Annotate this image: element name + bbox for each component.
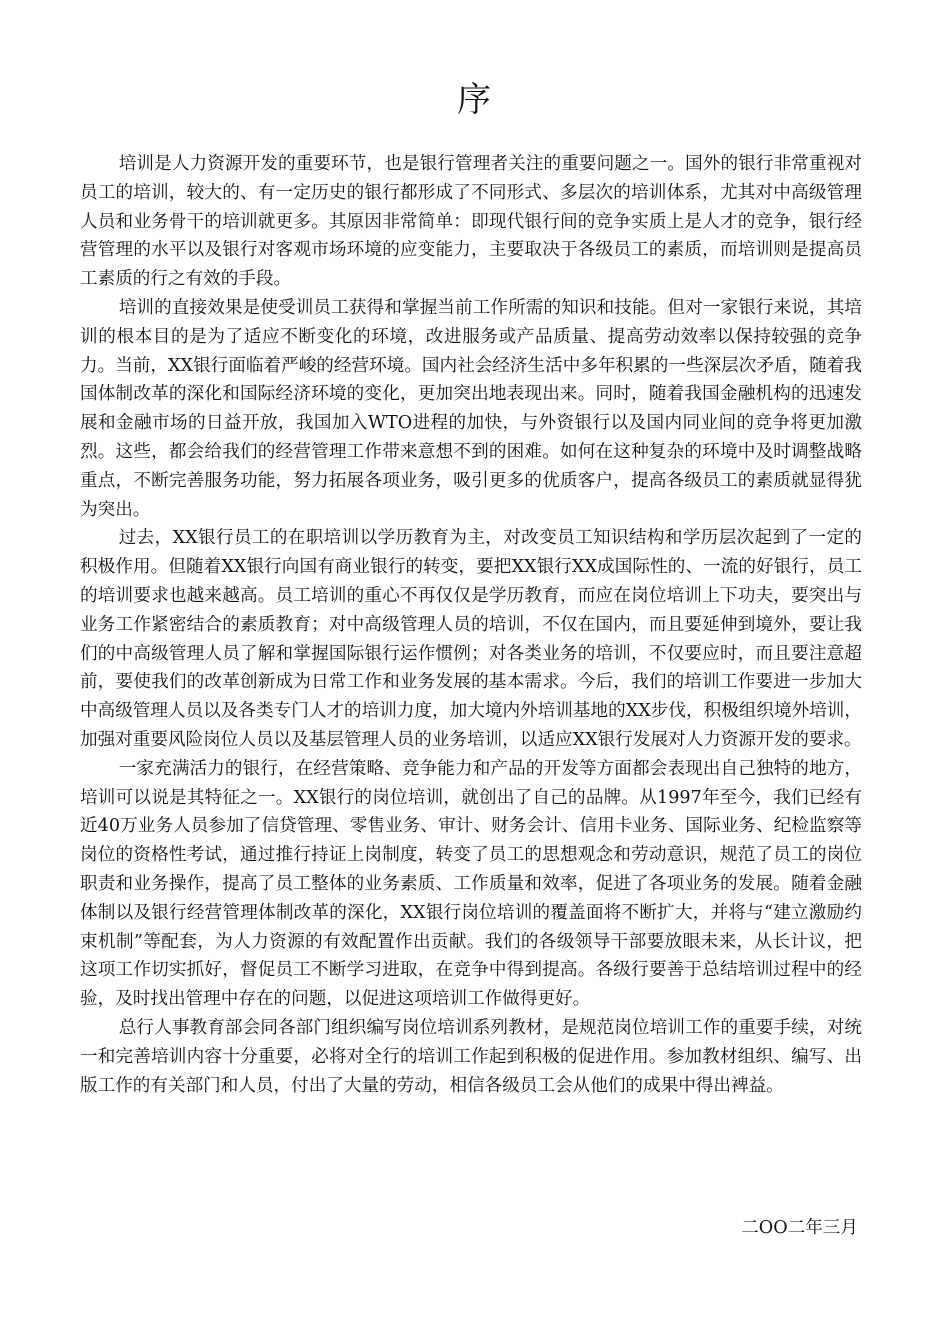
- preface-body: [80, 150, 862, 1100]
- signature-date: 二OO二年三月: [741, 1218, 858, 1238]
- page-title: 序: [457, 80, 493, 120]
- paragraph-3: 过去，XX银行员工的在职培训以学历教育为主，对改变员工知识结构和学历层次起到了一定的积极作用。但随着XX银行向国有商业银行的转变，要把XX银行XX成国际性的、一流的好银行，员工的培训要求也越来越高。员工培训的重心不再仅仅是学历教育，而应在岗位培训上下功夫，要突出与业务工作紧密结合的素质教育；对中高级管理人员的培训，不仅在国内，而且要延伸到境外，要让我们的中高级管理人员了解和掌握国际银行运作惯例；对各类业务的培训，不仅要应时，而且要注意超前，要使我们的改革创新成为日常工作和业务发展的基本需求。今后，我们的培训工作要进一步加大中高级管理人员以及各类专门人才的培训力度，加大境内外培训基地的XX步伐，积极组织境外培训，加强对重要风险岗位人员以及基层管理人员的业务培训，以适应XX银行发展对人力资源开发的要求。: [80, 528, 862, 750]
- paragraph-5: 总行人事教育部会同各部门组织编写岗位培训系列教材，是规范岗位培训工作的重要手续，对统一和完善培训内容十分重要，必将对全行的培训工作起到积极的促进作用。参加教材组织、编写、出版工作的有关部门和人员，付出了大量的劳动，相信各级员工会从他们的成果中得出裨益。: [80, 1017, 862, 1096]
- paragraph-4: 一家充满活力的银行，在经营策略、竞争能力和产品的开发等方面都会表现出自己独特的地方，培训可以说是其特征之一。XX银行的岗位培训，就创出了自己的品牌。从1997年至今，我们已经有近40万业务人员参加了信贷管理、零售业务、审计、财务会计、信用卡业务、国际业务、纪检监察等岗位的资格性考试，通过推行持证上岗制度，转变了员工的思想观念和劳动意识，规范了员工的岗位职责和业务操作，提高了员工整体的业务素质、工作质量和效率，促进了各项业务的发展。随着金融体制以及银行经营管理体制改革的深化，XX银行岗位培训的覆盖面将不断扩大，并将与“建立激励约束机制”等配套，为人力资源的有效配置作出贡献。我们的各级领导干部要放眼未来，从长计议，把这项工作切实抓好，督促员工不断学习进取，在竞争中得到提高。各级行要善于总结培训过程中的经验，及时找出管理中存在的问题，以促进这项培训工作做得更好。: [80, 758, 862, 1010]
- paragraph-1: 培训是人力资源开发的重要环节，也是银行管理者关注的重要问题之一。国外的银行非常重视对员工的培训，较大的、有一定历史的银行都形成了不同形式、多层次的培训体系，尤其对中高级管理人员和业务骨干的培训就更多。其原因非常简单：即现代银行间的竞争实质上是人才的竞争，银行经营管理的水平以及银行对客观市场环境的应变能力，主要取决于各级员工的素质，而培训则是提高员工素质的行之有效的手段。: [80, 154, 862, 290]
- paragraph-2: 培训的直接效果是使受训员工获得和掌握当前工作所需的知识和技能。但对一家银行来说，其培训的根本目的是为了适应不断变化的环境，改进服务或产品质量、提高劳动效率以保持较强的竞争力。当前，XX银行面临着严峻的经营环境。国内社会经济生活中多年积累的一些深层次矛盾，随着我国体制改革的深化和国际经济环境的变化，更加突出地表现出来。同时，随着我国金融机构的迅速发展和金融市场的日益开放，我国加入WTO进程的加快，与外资银行以及国内同业间的竞争将更加激烈。这些，都会给我们的经营管理工作带来意想不到的困难。如何在这种复杂的环境中及时调整战略重点，不断完善服务功能，努力拓展各项业务，吸引更多的优质客户，提高各级员工的素质就显得犹为突出。: [80, 297, 862, 520]
